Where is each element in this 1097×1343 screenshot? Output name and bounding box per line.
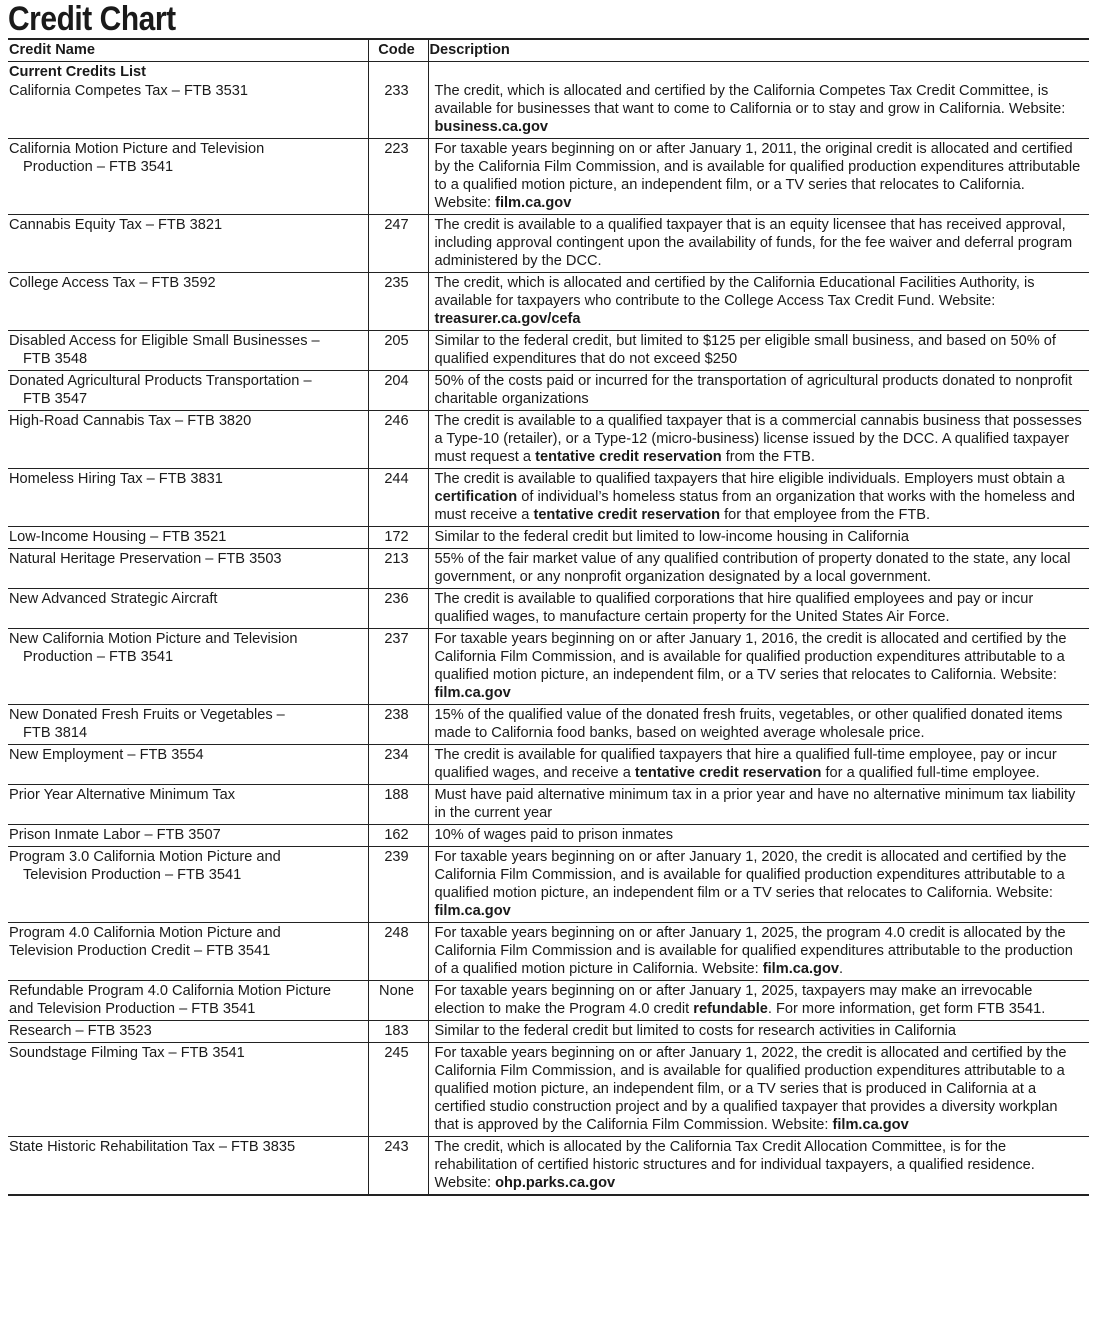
description-bold-text: treasurer.ca.gov/cefa: [434, 311, 581, 327]
credit-name-cell: [8, 411, 368, 469]
description-bold-text: tentative credit reservation: [535, 449, 722, 465]
description-text: of individual’s homeless status from an organization that works with the homeless and must receive a: [434, 489, 1076, 523]
description-bold-text: film.ca.gov: [434, 685, 511, 701]
credit-description-cell: [428, 847, 1089, 923]
credit-name-cell: [8, 273, 368, 331]
credit-name-line: FTB 3814: [23, 725, 88, 741]
description-bold-text: refundable: [693, 1001, 768, 1017]
table-row: [8, 745, 1089, 785]
description-bold-text: film.ca.gov: [832, 1117, 909, 1133]
credit-code-cell: 248: [368, 923, 428, 981]
credit-name-cell: [8, 371, 368, 411]
credit-name-cell: [8, 139, 368, 215]
credit-description-cell: [428, 1137, 1089, 1196]
credit-description-cell: [428, 1043, 1089, 1137]
description-text: from the FTB.: [721, 449, 815, 465]
credit-description-cell: [428, 331, 1089, 371]
credit-name-line: Television Production Credit – FTB 3541: [9, 943, 271, 959]
credit-description-cell: [428, 273, 1089, 331]
credit-code-cell: 244: [368, 469, 428, 527]
description-text: The credit, which is allocated and certified by the California Educational Facilities Authority, is available for taxpayers who contribute to the College Access Tax Credit Fund. Website:: [434, 275, 1035, 309]
description-text: The credit is available to qualified taxpayers that hire eligible individuals. Employers must obtain a: [434, 471, 1065, 487]
description-bold-text: tentative credit reservation: [634, 765, 822, 781]
description-text: The credit, which is allocated by the California Tax Credit Allocation Committee, is for the rehabilitation of certified historic structures and for individual taxpayers, a qualified residence. Website:: [434, 1139, 1035, 1191]
table-row: [8, 215, 1089, 273]
credit-name-cell: [8, 331, 368, 371]
credit-name-cell: [8, 825, 368, 847]
description-text: 50% of the costs paid or incurred for the transportation of agricultural products donated to nonprofit charitable organizations: [434, 373, 1073, 407]
description-bold-text: film.ca.gov: [762, 961, 839, 977]
credit-description-cell: [428, 629, 1089, 705]
table-row: [8, 371, 1089, 411]
credit-code-cell: 246: [368, 411, 428, 469]
description-text: for a qualified full-time employee.: [821, 765, 1040, 781]
description-text: For taxable years beginning on or after January 1, 2025, taxpayers may make an irrevocable election to make the Program 4.0 credit: [434, 983, 1033, 1017]
credit-name-line: High-Road Cannabis Tax – FTB 3820: [9, 413, 252, 429]
table-row: [8, 589, 1089, 629]
credit-name-cell: [8, 923, 368, 981]
table-row: [8, 981, 1089, 1021]
table-row: [8, 411, 1089, 469]
credit-code-cell: 205: [368, 331, 428, 371]
description-text: The credit is available for qualified taxpayers that hire a qualified full-time employee, pay or incur qualified wages, and receive a: [434, 747, 1057, 781]
table-row: [8, 923, 1089, 981]
credit-name-line: Production – FTB 3541: [23, 159, 174, 175]
credit-name-line: Program 4.0 California Motion Picture and: [9, 925, 281, 941]
credit-name-line: Soundstage Filming Tax – FTB 3541: [9, 1045, 245, 1061]
credit-name-line: Homeless Hiring Tax – FTB 3831: [9, 471, 223, 487]
column-header-code: Code: [368, 39, 428, 62]
credit-code-cell: 188: [368, 785, 428, 825]
credit-name-line: California Competes Tax – FTB 3531: [9, 83, 249, 99]
description-text: For taxable years beginning on or after January 1, 2022, the credit is allocated and certified by the California Film Commission, and is available for qualified production expenditures attributable to a qualified motion picture, an independent film, or a TV series that is produced in California at a certified studio construction project and by a qualified taxpayer that provides a diversity workplan that is approved by the California Film Commission. Website:: [434, 1045, 1067, 1133]
table-row: [8, 527, 1089, 549]
credit-description-cell: [428, 705, 1089, 745]
description-text: .: [839, 961, 844, 977]
description-bold-text: business.ca.gov: [434, 119, 549, 135]
credit-code-cell: 235: [368, 273, 428, 331]
credit-code-cell: 234: [368, 745, 428, 785]
credit-code-cell: 239: [368, 847, 428, 923]
credit-name-cell: [8, 785, 368, 825]
credit-name-line: California Motion Picture and Television: [9, 141, 265, 157]
description-text: Similar to the federal credit, but limited to $125 per eligible small business, and based on 50% of qualified expenditures that do not exceed $250: [434, 333, 1056, 367]
table-row: [8, 1043, 1089, 1137]
column-header-description: Description: [428, 39, 1089, 62]
page-title: Credit Chart: [8, 0, 176, 38]
credit-name-line: Research – FTB 3523: [9, 1023, 152, 1039]
credit-description-cell: [428, 411, 1089, 469]
credit-name-cell: [8, 745, 368, 785]
description-text: The credit is available to a qualified taxpayer that is an equity licensee that has received approval, including approval contingent upon the availability of funds, for the fee waiver and deferral program administered by the DCC.: [434, 217, 1073, 269]
table-row: [8, 825, 1089, 847]
credit-code-cell: 213: [368, 549, 428, 589]
credit-name-line: FTB 3548: [23, 351, 88, 367]
credit-code-cell: 236: [368, 589, 428, 629]
credit-name-line: College Access Tax – FTB 3592: [9, 275, 216, 291]
credit-table: [8, 38, 1089, 1196]
credit-name-line: Program 3.0 California Motion Picture and: [9, 849, 281, 865]
description-text: For taxable years beginning on or after January 1, 2025, the program 4.0 credit is allocated by the California Film Commission and is available for qualified expenditures attributable to the production of a qualified motion picture in California. Website:: [434, 925, 1073, 977]
description-text: For taxable years beginning on or after January 1, 2011, the original credit is allocated and certified by the California Film Commission, and is available for qualified production expenditures attributable to a qualified motion picture, an independent film, or a TV series that relocates to California. Website:: [434, 141, 1081, 211]
credit-code-cell: 237: [368, 629, 428, 705]
credit-description-cell: [428, 825, 1089, 847]
description-text: Must have paid alternative minimum tax in a prior year and have no alternative minimum tax liability in the current year: [434, 787, 1076, 821]
description-text: For taxable years beginning on or after January 1, 2020, the credit is allocated and certified by the California Film Commission, and is available for qualified production expenditures attributable to a qualified motion picture, an independent film or a TV series that relocates to California. Website:: [434, 849, 1067, 901]
credit-description-cell: [428, 371, 1089, 411]
section-label: Current Credits List: [9, 64, 147, 80]
description-text: The credit is available to a qualified taxpayer that is a commercial cannabis business that possesses a Type-10 (retailer), or a Type-12 (micro-business) license issued by the DCC. A qualified taxpayer must request a: [434, 413, 1082, 465]
credit-code-cell: 243: [368, 1137, 428, 1196]
credit-description-cell: [428, 785, 1089, 825]
credit-description-cell: [428, 1021, 1089, 1043]
description-bold-text: film.ca.gov: [495, 195, 572, 211]
credit-name-line: and Television Production – FTB 3541: [9, 1001, 256, 1017]
credit-description-cell: [428, 215, 1089, 273]
table-row: [8, 469, 1089, 527]
section-code-cell: [368, 62, 428, 82]
section-desc-cell: [428, 62, 1089, 82]
table-body: [8, 62, 1089, 1196]
credit-description-cell: [428, 981, 1089, 1021]
description-text: The credit is available to qualified corporations that hire qualified employees and pay or incur qualified wages, to manufacture certain property for the United States Air Force.: [434, 591, 1034, 625]
table-row: [8, 549, 1089, 589]
table-row: [8, 139, 1089, 215]
credit-name-line: New Employment – FTB 3554: [9, 747, 204, 763]
credit-code-cell: 247: [368, 215, 428, 273]
credit-code-cell: 238: [368, 705, 428, 745]
credit-name-line: Refundable Program 4.0 California Motion Picture: [9, 983, 332, 999]
credit-description-cell: [428, 549, 1089, 589]
description-text: . For more information, get form FTB 3541.: [767, 1001, 1046, 1017]
credit-name-cell: [8, 981, 368, 1021]
credit-description-cell: [428, 81, 1089, 139]
description-text: for that employee from the FTB.: [720, 507, 931, 523]
credit-code-cell: 183: [368, 1021, 428, 1043]
table-row: [8, 705, 1089, 745]
credit-code-cell: 172: [368, 527, 428, 549]
description-bold-text: ohp.parks.ca.gov: [495, 1175, 616, 1191]
credit-description-cell: [428, 589, 1089, 629]
section-row: [8, 62, 1089, 82]
credit-name-cell: [8, 629, 368, 705]
credit-name-cell: [8, 847, 368, 923]
table-row: [8, 785, 1089, 825]
table-row: [8, 81, 1089, 139]
credit-name-line: New Donated Fresh Fruits or Vegetables –: [9, 707, 285, 723]
table-row: [8, 1021, 1089, 1043]
credit-code-cell: 162: [368, 825, 428, 847]
description-text: 55% of the fair market value of any qualified contribution of property donated to the state, any local government, or any nonprofit organization designated by a local government.: [434, 551, 1071, 585]
credit-name-cell: [8, 549, 368, 589]
table-row: [8, 273, 1089, 331]
credit-name-line: Disabled Access for Eligible Small Businesses –: [9, 333, 320, 349]
credit-code-cell: 204: [368, 371, 428, 411]
description-bold-text: tentative credit reservation: [533, 507, 721, 523]
table-row: [8, 629, 1089, 705]
description-text: 15% of the qualified value of the donated fresh fruits, vegetables, or other qualified donated items made to California food banks, based on weighted average wholesale price.: [434, 707, 1063, 741]
table-row: [8, 847, 1089, 923]
credit-name-line: Cannabis Equity Tax – FTB 3821: [9, 217, 223, 233]
credit-code-cell: 245: [368, 1043, 428, 1137]
credit-description-cell: [428, 745, 1089, 785]
credit-name-cell: [8, 469, 368, 527]
credit-name-cell: [8, 705, 368, 745]
credit-name-cell: [8, 1021, 368, 1043]
table-row: [8, 1137, 1089, 1196]
description-text: Similar to the federal credit but limited to costs for research activities in California: [434, 1023, 957, 1039]
credit-name-line: New Advanced Strategic Aircraft: [9, 591, 218, 607]
credit-name-line: New California Motion Picture and Television: [9, 631, 298, 647]
table-row: [8, 331, 1089, 371]
description-text: 10% of wages paid to prison inmates: [434, 827, 674, 843]
credit-name-cell: [8, 589, 368, 629]
credit-name-cell: [8, 1137, 368, 1196]
description-text: For taxable years beginning on or after January 1, 2016, the credit is allocated and certified by the California Film Commission, and is available for qualified production expenditures attributable to a qualified motion picture, an independent film, or a TV series that relocates to California. Website:: [434, 631, 1067, 683]
credit-name-cell: [8, 81, 368, 139]
credit-name-line: Prison Inmate Labor – FTB 3507: [9, 827, 221, 843]
credit-description-cell: [428, 139, 1089, 215]
credit-name-line: Natural Heritage Preservation – FTB 3503: [9, 551, 282, 567]
description-text: The credit, which is allocated and certified by the California Competes Tax Credit Committee, is available for businesses that want to come to California or to stay and grow in California. Website:: [434, 83, 1066, 117]
column-header-credit-name: Credit Name: [8, 39, 368, 62]
credit-description-cell: [428, 469, 1089, 527]
credit-name-cell: [8, 215, 368, 273]
credit-name-line: Donated Agricultural Products Transportation –: [9, 373, 312, 389]
credit-code-cell: 233: [368, 81, 428, 139]
table-header: [8, 39, 1089, 62]
description-bold-text: film.ca.gov: [434, 903, 511, 919]
credit-name-line: FTB 3547: [23, 391, 88, 407]
credit-name-cell: [8, 1043, 368, 1137]
credit-name-line: Prior Year Alternative Minimum Tax: [9, 787, 236, 803]
description-text: Similar to the federal credit but limited to low-income housing in California: [434, 529, 910, 545]
credit-name-line: Production – FTB 3541: [23, 649, 174, 665]
credit-chart-page: [8, 0, 1097, 1196]
credit-name-cell: [8, 527, 368, 549]
credit-code-cell: None: [368, 981, 428, 1021]
credit-name-line: Television Production – FTB 3541: [23, 867, 242, 883]
credit-name-line: Low-Income Housing – FTB 3521: [9, 529, 227, 545]
credit-name-line: State Historic Rehabilitation Tax – FTB 3835: [9, 1139, 296, 1155]
description-bold-text: certification: [434, 489, 518, 505]
credit-description-cell: [428, 923, 1089, 981]
credit-description-cell: [428, 527, 1089, 549]
credit-code-cell: 223: [368, 139, 428, 215]
